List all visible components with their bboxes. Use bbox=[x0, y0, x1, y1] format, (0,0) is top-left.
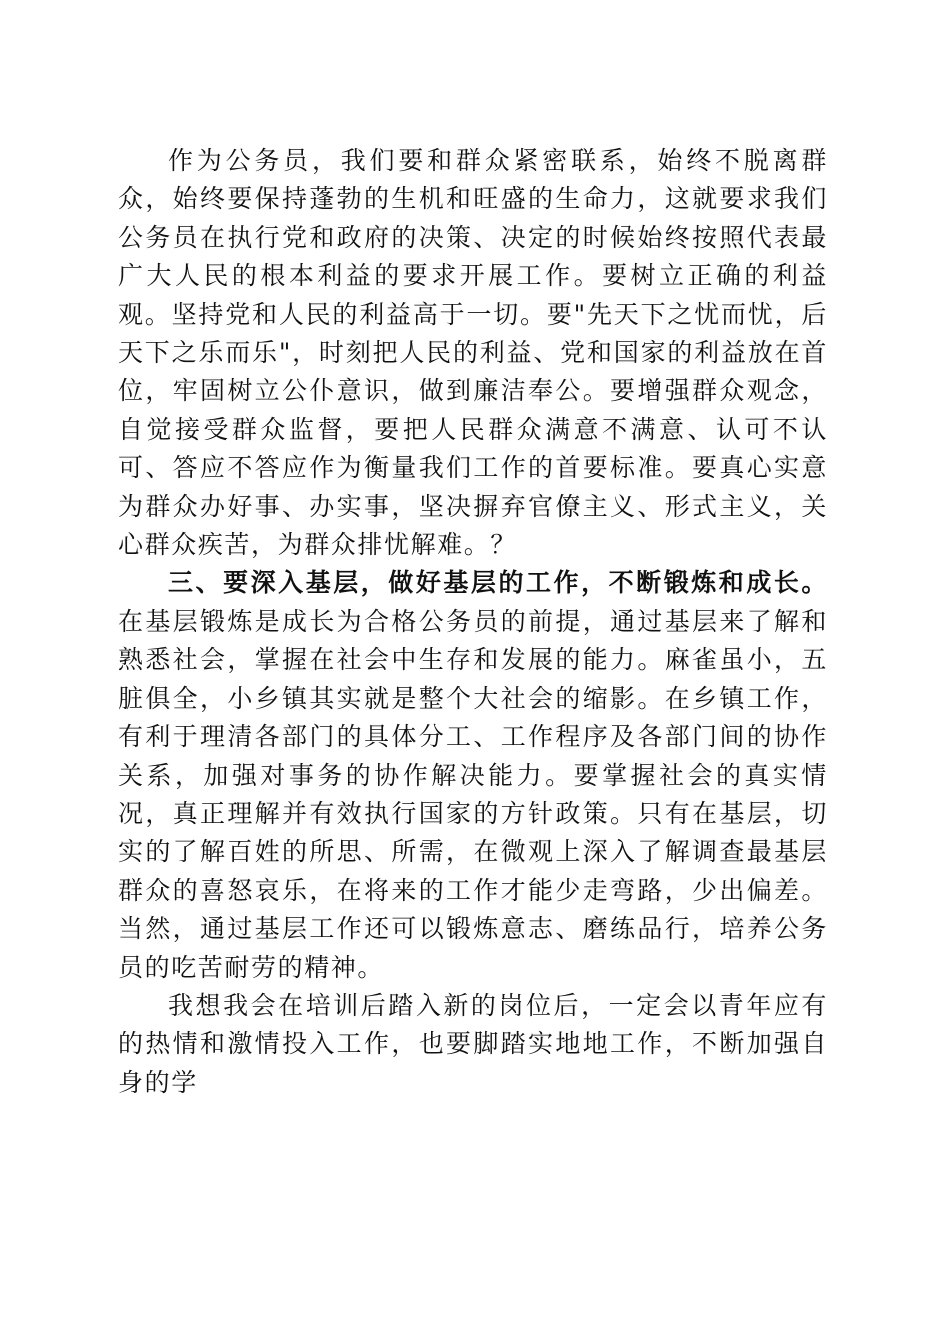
section-heading-3: 三、要深入基层，做好基层的工作，不断锻炼和成长。 bbox=[168, 568, 828, 598]
document-page bbox=[118, 142, 828, 1102]
paragraph-2 bbox=[118, 564, 828, 986]
paragraph-1-text: 作为公务员，我们要和群众紧密联系，始终不脱离群众，始终要保持蓬勃的生机和旺盛的生命力，这就要求我们公务员在执行党和政府的决策、决定的时候始终按照代表最广大人民的根本利益的要求开展工作。要树立正确的利益观。坚持党和人民的利益高于一切。要"先天下之忧而忧，后天下之乐而乐"，时刻把人民的利益、党和国家的利益放在首位，牢固树立公仆意识，做到廉洁奉公。要增强群众观念，自觉接受群众监督，要把人民群众满意不满意、认可不认可、答应不答应作为衡量我们工作的首要标准。要真心实意为群众办好事、办实事，坚决摒弃官僚主义、形式主义，关心群众疾苦，为群众排忧解难。？ bbox=[118, 146, 828, 560]
paragraph-2-text: 在基层锻炼是成长为合格公务员的前提，通过基层来了解和熟悉社会，掌握在社会中生存和发展的能力。麻雀虽小，五脏俱全，小乡镇其实就是整个大社会的缩影。在乡镇工作，有利于理清各部门的具体分工、工作程序及各部门间的协作关系，加强对事务的协作解决能力。要掌握社会的真实情况，真正理解并有效执行国家的方针政策。只有在基层，切实的了解百姓的所思、所需，在微观上深入了解调查最基层群众的喜怒哀乐，在将来的工作才能少走弯路，少出偏差。当然，通过基层工作还可以锻炼意志、磨练品行，培养公务员的吃苦耐劳的精神。 bbox=[118, 606, 828, 982]
paragraph-3-text: 我想我会在培训后踏入新的岗位后，一定会以青年应有的热情和激情投入工作，也要脚踏实地地工作，不断加强自身的学 bbox=[118, 990, 828, 1097]
paragraph-3 bbox=[118, 987, 828, 1102]
paragraph-1 bbox=[118, 142, 828, 564]
